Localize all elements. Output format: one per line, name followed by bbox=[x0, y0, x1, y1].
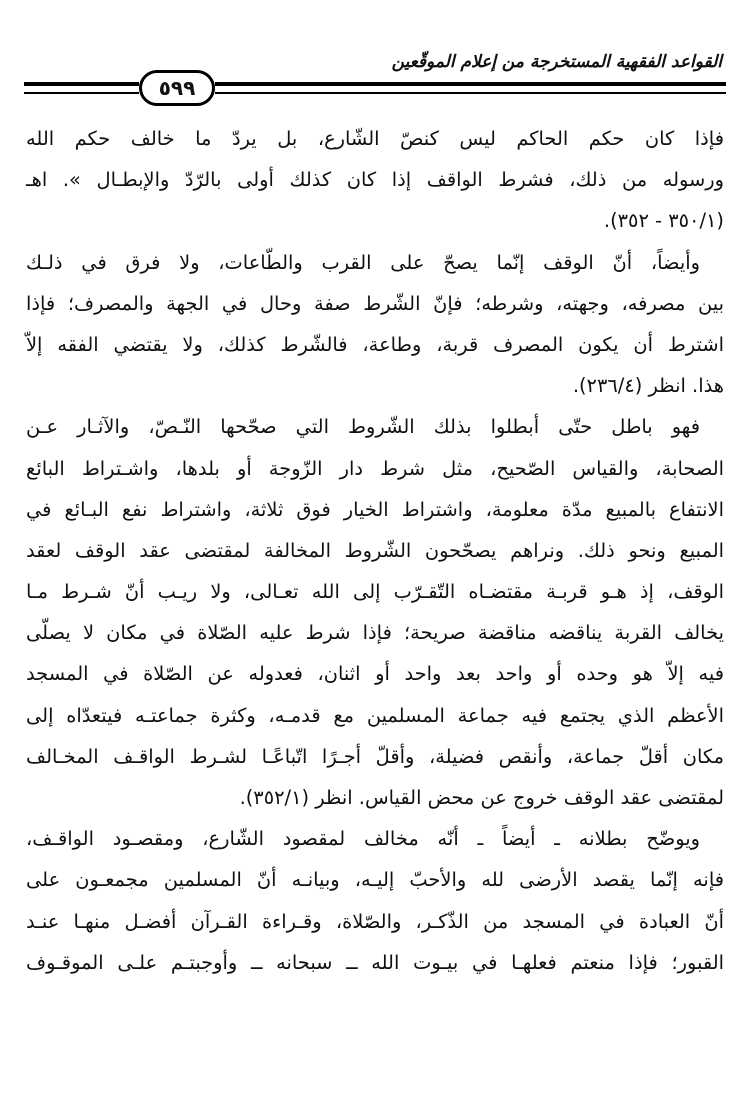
body-text bbox=[26, 118, 724, 983]
header-rule-left-thin bbox=[24, 92, 139, 94]
text-line: فهو باطل حتّى أبطلوا بذلك الشّروط التي صحّحها النّـصّ، والآثـار عـن bbox=[26, 415, 700, 439]
text-line: فإنه إنّما يقصد الأرضى لله والأحبّ إليـه، وبيانـه أنّ المسلمين مجمعـون على bbox=[26, 868, 724, 892]
header-rule-left-thick bbox=[24, 82, 139, 86]
page-number: ٥٩٩ bbox=[158, 76, 196, 100]
text-line: فيه إلاّ هو وحده أو واحد بعد واحد أو اثنان، فعدوله عن الصّلاة في المسجد bbox=[26, 662, 724, 686]
text-line: لمقتضى عقد الوقف خروج عن محض القياس. انظر (٣٥٢/١). bbox=[239, 786, 724, 809]
text-line: أنّ العبادة في المسجد من الذّكـر، والصّلاة، وقـراءة القـرآن أفضـل منهـا عنـد bbox=[26, 909, 724, 933]
text-line: بين مصرفه، وجهته، وشرطه؛ فإنّ الشّرط صفة وحال في الجهة والمصرف؛ فإذا bbox=[26, 291, 724, 315]
text-line: القبور؛ فإذا منعتم فعلهـا في بيـوت الله ــ سبحانه ــ وأوجبتـم علـى الموقـوف bbox=[26, 950, 724, 974]
text-line: فإذا كان حكم الحاكم ليس كنصّ الشّارع، بل يردّ ما خالف حكم الله bbox=[26, 127, 724, 150]
text-line: يخالف القربة يناقضه مناقضة صريحة؛ فإذا شرط عليه الصّلاة في مكان لا يصلّى bbox=[26, 621, 724, 645]
text-line: الأعظم الذي يجتمع فيه جماعة المسلمين مع قدمـه، وكثرة جماعتـه فيتعدّاه إلى bbox=[26, 703, 724, 727]
header-rule-thick bbox=[215, 82, 726, 86]
running-title: القواعد الفقهية المستخرجة من إعلام الموقّعين bbox=[391, 52, 722, 72]
text-line: (٣٥٠/١ - ٣٥٢). bbox=[603, 209, 724, 233]
text-line: اشترط أن يكون المصرف قربة، وطاعة، فالشّرط كذلك، ولا يقتضي الفقه إلاّ bbox=[26, 332, 724, 356]
text-line: هذا. انظر (٢٣٦/٤). bbox=[572, 374, 724, 398]
text-line: الانتفاع بالمبيع مدّة معلومة، واشتراط الخيار فوق ثلاثة، واشتراط نفع البـائع في bbox=[26, 497, 724, 521]
page-number-frame bbox=[139, 70, 215, 106]
text-line: الوقف، إذ هـو قربـة مقتضـاه التّقـرّب إلى الله تعـالى، ولا ريـب أنّ شـرط مـا bbox=[26, 580, 724, 604]
text-line: وأيضاً، أنّ الوقف إنّما يصحّ على القرب والطّاعات، ولا فرق في ذلـك bbox=[26, 250, 700, 274]
text-line: مكان أقلّ جماعة، وأنقص فضيلة، وأقلّ أجـرًا اتّباعًـا لشـرط الواقـف المخـالف bbox=[26, 744, 724, 768]
text-line: ويوضّح بطلانه ـ أيضاً ـ أنّه مخالف لمقصود الشّارع، ومقصـود الواقـف، bbox=[26, 827, 700, 851]
text-line: الصحابة، والقياس الصّحيح، مثل شرط دار الزّوجة أو بلدها، واشـتراط البائع bbox=[26, 456, 724, 480]
text-line: ورسوله من ذلك، فشرط الواقف إذا كان كذلك أولى بالرّدّ والإبطـال ». اهـ bbox=[26, 168, 724, 192]
header-rule-thin bbox=[215, 92, 726, 94]
text-line: المبيع ونحو ذلك. ونراهم يصحّحون الشّروط المخالفة لمقتضى عقد الوقف لعقد bbox=[26, 538, 724, 562]
